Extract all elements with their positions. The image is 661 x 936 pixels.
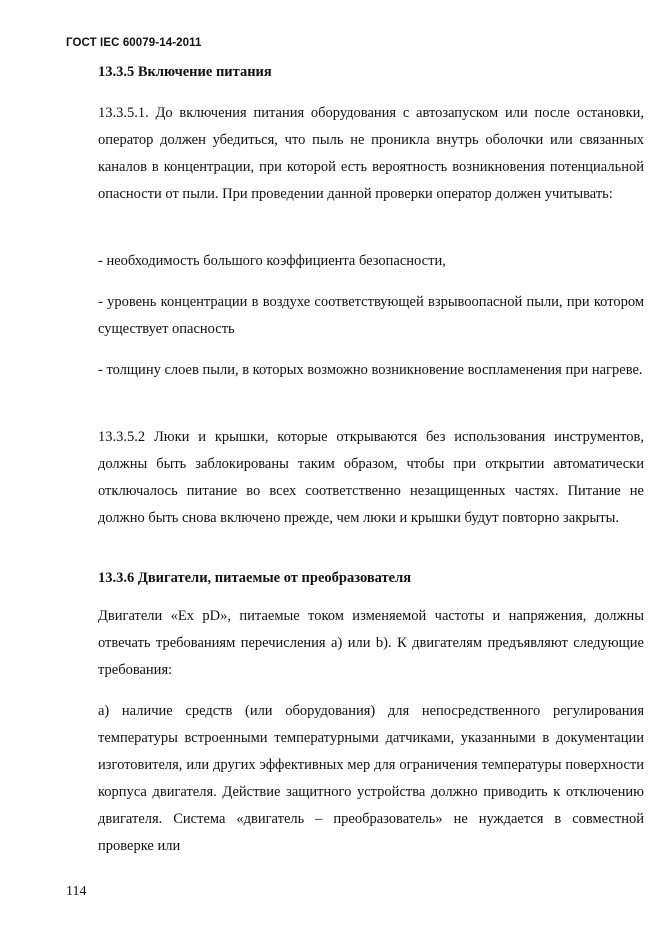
paragraph-13-3-5-1: 13.3.5.1. До включения питания оборудования с автозапуском или после остановки, оператор должен убедиться, что пыль не проникла внутрь оболочки или связанных каналов в концентрации, при которой есть вероятность возникновения потенциальной опасности от пыли. При проведении данной проверки оператор должен учитывать:	[98, 105, 644, 202]
page-number: 114	[66, 884, 87, 899]
list-item-a-temperature-control: а) наличие средств (или оборудования) для непосредственного регулирования температуры встроенными температурными датчиками, указанными в документации изготовителя, или других эффективных мер для ограничения температуры поверхности корпуса двигателя. Действие защитного устройства должно приводить к отключению двигателя. Система «двигатель – преобразователь» не нуждается в совместной проверке или	[98, 703, 644, 854]
list-item-safety-factor: - необходимость большого коэффициента безопасности,	[98, 253, 446, 269]
paragraph-13-3-6-intro: Двигатели «Ex pD», питаемые током изменяемой частоты и напряжения, должны отвечать требованиям перечисления а) или b). К двигателям предъявляют следующие требования:	[98, 608, 644, 678]
section-heading-13-3-5: 13.3.5 Включение питания	[98, 64, 272, 80]
paragraph-13-3-5-2: 13.3.5.2 Люки и крышки, которые открываются без использования инструментов, должны быть заблокированы таким образом, чтобы при открытии автоматически отключалось питание во всех соответственно незащищенных частях. Питание не должно быть снова включено прежде, чем люки и крышки будут повторно закрыты.	[98, 429, 644, 526]
section-heading-13-3-6: 13.3.6 Двигатели, питаемые от преобразователя	[98, 570, 412, 586]
document-code-header: ГОСТ IEC 60079-14-2011	[66, 37, 202, 49]
list-item-dust-concentration: - уровень концентрации в воздухе соответствующей взрывоопасной пыли, при котором существует опасность	[98, 294, 644, 337]
list-item-dust-layer-thickness: - толщину слоев пыли, в которых возможно возникновение воспламенения при нагреве.	[98, 362, 643, 378]
